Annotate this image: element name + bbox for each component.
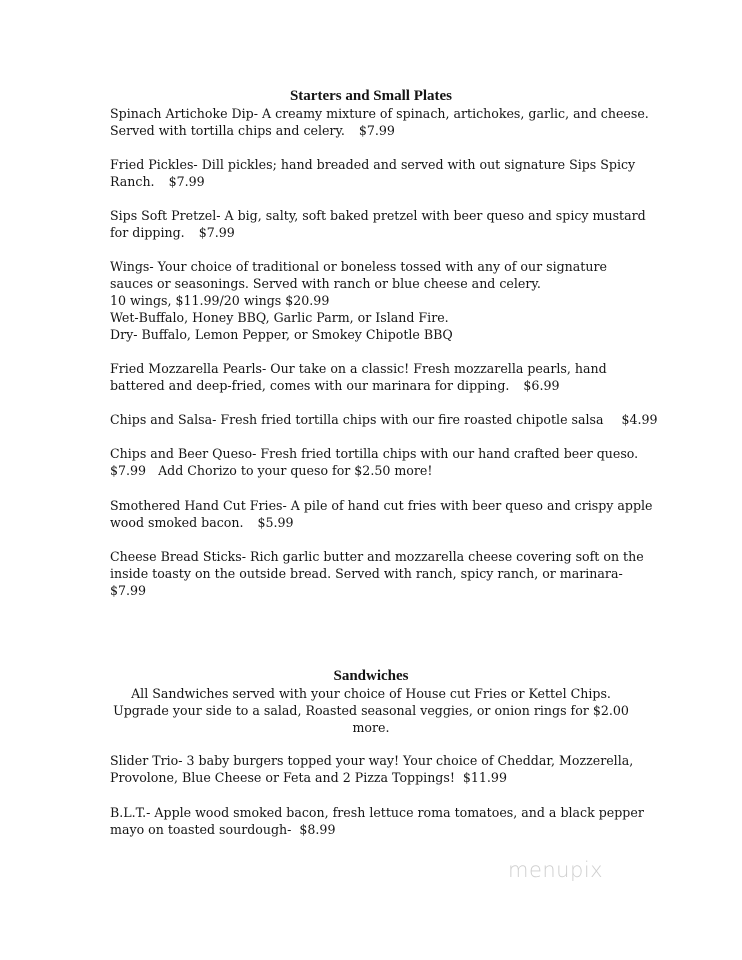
item-line: Wet-Buffalo, Honey BBQ, Garlic Parm, or Island Fire. — [110, 310, 449, 326]
item-line: Chips and Salsa- Fresh fried tortilla chips with our fire roasted chipotle salsa — [110, 412, 604, 427]
menu-item-cheese-bread-sticks — [110, 548, 670, 599]
menu-item-smothered-hand-cut-fries — [110, 497, 670, 531]
item-line: Fried Pickles- Dill pickles; hand breaded and served with out signature Sips Spicy — [110, 157, 636, 172]
item-line: Ranch. — [110, 174, 155, 190]
item-line: Fried Mozzarella Pearls- Our take on a classic! Fresh mozzarella pearls, hand — [110, 361, 607, 376]
starters-heading: Starters and Small Plates — [289, 88, 453, 104]
item-line: Served with tortilla chips and celery. — [110, 123, 345, 139]
menupix-watermark: menupix — [508, 858, 604, 882]
item-line: sauces or seasonings. Served with ranch or blue cheese and celery. — [110, 276, 541, 292]
sandwiches-heading: Sandwiches — [333, 668, 409, 684]
sandwiches-intro — [0, 685, 742, 736]
item-line: battered and deep-fried, comes with our marinara for dipping. — [110, 378, 510, 394]
item-line: Smothered Hand Cut Fries- A pile of hand cut fries with beer queso and crispy apple — [110, 498, 653, 513]
item-line: Wings- Your choice of traditional or boneless tossed with any of our signature — [110, 259, 607, 274]
menu-item-sips-soft-pretzel — [110, 207, 670, 241]
item-line: Dry- Buffalo, Lemon Pepper, or Smokey Chipotle BBQ — [110, 327, 453, 343]
item-line: Provolone, Blue Cheese or Feta and 2 Pizza Toppings! $11.99 — [110, 770, 507, 786]
item-price: $5.99 — [257, 515, 294, 531]
item-line: $7.99 — [110, 583, 147, 599]
item-line: mayo on toasted sourdough- $8.99 — [110, 822, 336, 838]
menu-item-fried-pickles — [110, 156, 670, 190]
intro-line: All Sandwiches served with your choice of House cut Fries or Kettel Chips. — [131, 686, 611, 701]
item-line: Sips Soft Pretzel- A big, salty, soft baked pretzel with beer queso and spicy mustard — [110, 208, 646, 223]
item-line: wood smoked bacon. — [110, 515, 244, 531]
item-line: Slider Trio- 3 baby burgers topped your way! Your choice of Cheddar, Mozzerella, — [110, 753, 634, 768]
item-line: Cheese Bread Sticks- Rich garlic butter and mozzarella cheese covering soft on the — [110, 549, 644, 564]
menu-item-chips-and-salsa — [110, 411, 670, 428]
menu-item-fried-mozzarella-pearls — [110, 360, 670, 394]
item-line: B.L.T.- Apple wood smoked bacon, fresh lettuce roma tomatoes, and a black pepper — [110, 805, 644, 820]
item-price: $4.99 — [621, 412, 658, 427]
item-line: inside toasty on the outside bread. Served with ranch, spicy ranch, or marinara- — [110, 566, 623, 582]
menu-item-chips-and-beer-queso — [110, 445, 670, 479]
item-price: $7.99 — [198, 225, 235, 241]
item-line: Chips and Beer Queso- Fresh fried tortilla chips with our hand crafted beer queso. — [110, 446, 639, 461]
menu-item-spinach-artichoke-dip — [110, 105, 670, 139]
item-line: Spinach Artichoke Dip- A creamy mixture of spinach, artichokes, garlic, and cheese. — [110, 106, 649, 121]
menu-item-wings — [110, 258, 670, 343]
item-line: 10 wings, $11.99/20 wings $20.99 — [110, 293, 330, 309]
item-line: $7.99 Add Chorizo to your queso for $2.50 more! — [110, 463, 433, 479]
item-price: $7.99 — [358, 123, 395, 139]
menu-item-slider-trio — [110, 752, 670, 786]
item-price: $6.99 — [523, 378, 560, 394]
intro-line: more. — [352, 720, 390, 736]
item-price: $7.99 — [168, 174, 205, 190]
intro-line: Upgrade your side to a salad, Roasted seasonal veggies, or onion rings for $2.00 — [113, 703, 629, 719]
menu-item-blt — [110, 804, 670, 838]
item-line: for dipping. — [110, 225, 185, 241]
